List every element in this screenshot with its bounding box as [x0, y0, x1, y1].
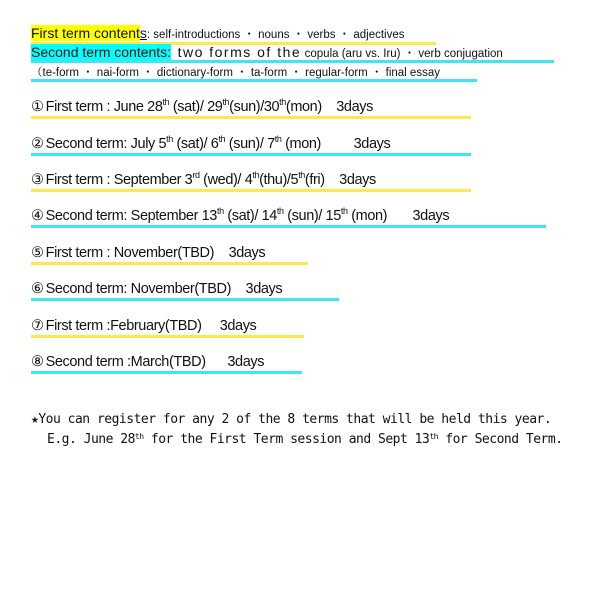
second-term-contents-list-c: （te-form ・ nai-form ・ dictionary-form ・ ta-form ・ regular-form ・ final essay — [31, 67, 440, 79]
term-item-4-text: ④ Second term: September 13th (sat)/ 14th (sun)/ 15th (mon) 3days — [31, 208, 546, 228]
second-term-contents-label: Second term contents: — [31, 44, 172, 60]
second-term-contents-list-b: copula (aru vs. Iru) ・ verb conjugation — [304, 48, 503, 60]
note-example-sup: th — [134, 432, 144, 441]
term-number: ⑦ — [31, 318, 44, 334]
term-item-3-text: ③ First term : September 3rd (wed)/ 4th(thu)/5th(fri) 3days — [31, 172, 471, 192]
term-number: ⑥ — [31, 281, 44, 297]
first-term-contents-line — [31, 25, 405, 42]
term-item-5 — [31, 244, 308, 265]
term-number: ① — [31, 99, 44, 115]
term-item-7 — [31, 317, 304, 338]
term-item-8-text: ⑧ Second term :March(TBD) 3days — [31, 354, 302, 374]
term-number: ③ — [31, 172, 44, 188]
term-item-8 — [31, 353, 302, 374]
term-number: ⑤ — [31, 245, 44, 261]
second-term-contents-list-a: two forms of the — [177, 44, 302, 60]
note-example-sup-2: th — [429, 432, 438, 441]
term-item-1 — [31, 98, 471, 119]
registration-note-line-1: ★You can register for any 2 of the 8 terms that will be held this year. — [31, 412, 552, 427]
term-item-4 — [31, 207, 546, 228]
term-item-7-text: ⑦ First term :February(TBD) 3days — [31, 318, 304, 338]
second-term-underline-2 — [31, 79, 477, 82]
note-example-a: E.g. June 28 — [47, 432, 135, 447]
term-item-2 — [31, 135, 471, 156]
term-item-6 — [31, 280, 339, 301]
note-example-c: for Second Term. — [437, 432, 563, 447]
term-number: ⑧ — [31, 354, 44, 370]
note-example-b: for the First Term session and Sept 13 — [143, 432, 430, 447]
second-term-contents-continued — [31, 64, 440, 80]
term-item-2-text: ② Second term: July 5th (sat)/ 6th (sun)/ 7th (mon) 3days — [31, 136, 471, 156]
second-term-underline — [31, 60, 554, 63]
first-term-contents-list: : self-introductions ・ nouns ・ verbs ・ adjectives — [146, 29, 405, 41]
first-term-contents-label: First term content — [31, 25, 140, 41]
term-number: ④ — [31, 208, 44, 224]
term-item-6-text: ⑥ Second term: November(TBD) 3days — [31, 281, 339, 301]
registration-note-line-2 — [47, 432, 563, 447]
term-item-1-text: ① First term : June 28th (sat)/ 29th(sun)/30th(mon) 3days — [31, 99, 471, 119]
second-term-contents-line — [31, 44, 503, 61]
term-item-3 — [31, 171, 471, 192]
term-number: ② — [31, 136, 44, 152]
term-item-5-text: ⑤ First term : November(TBD) 3days — [31, 245, 308, 265]
first-term-contents-label-s: s — [139, 25, 147, 41]
